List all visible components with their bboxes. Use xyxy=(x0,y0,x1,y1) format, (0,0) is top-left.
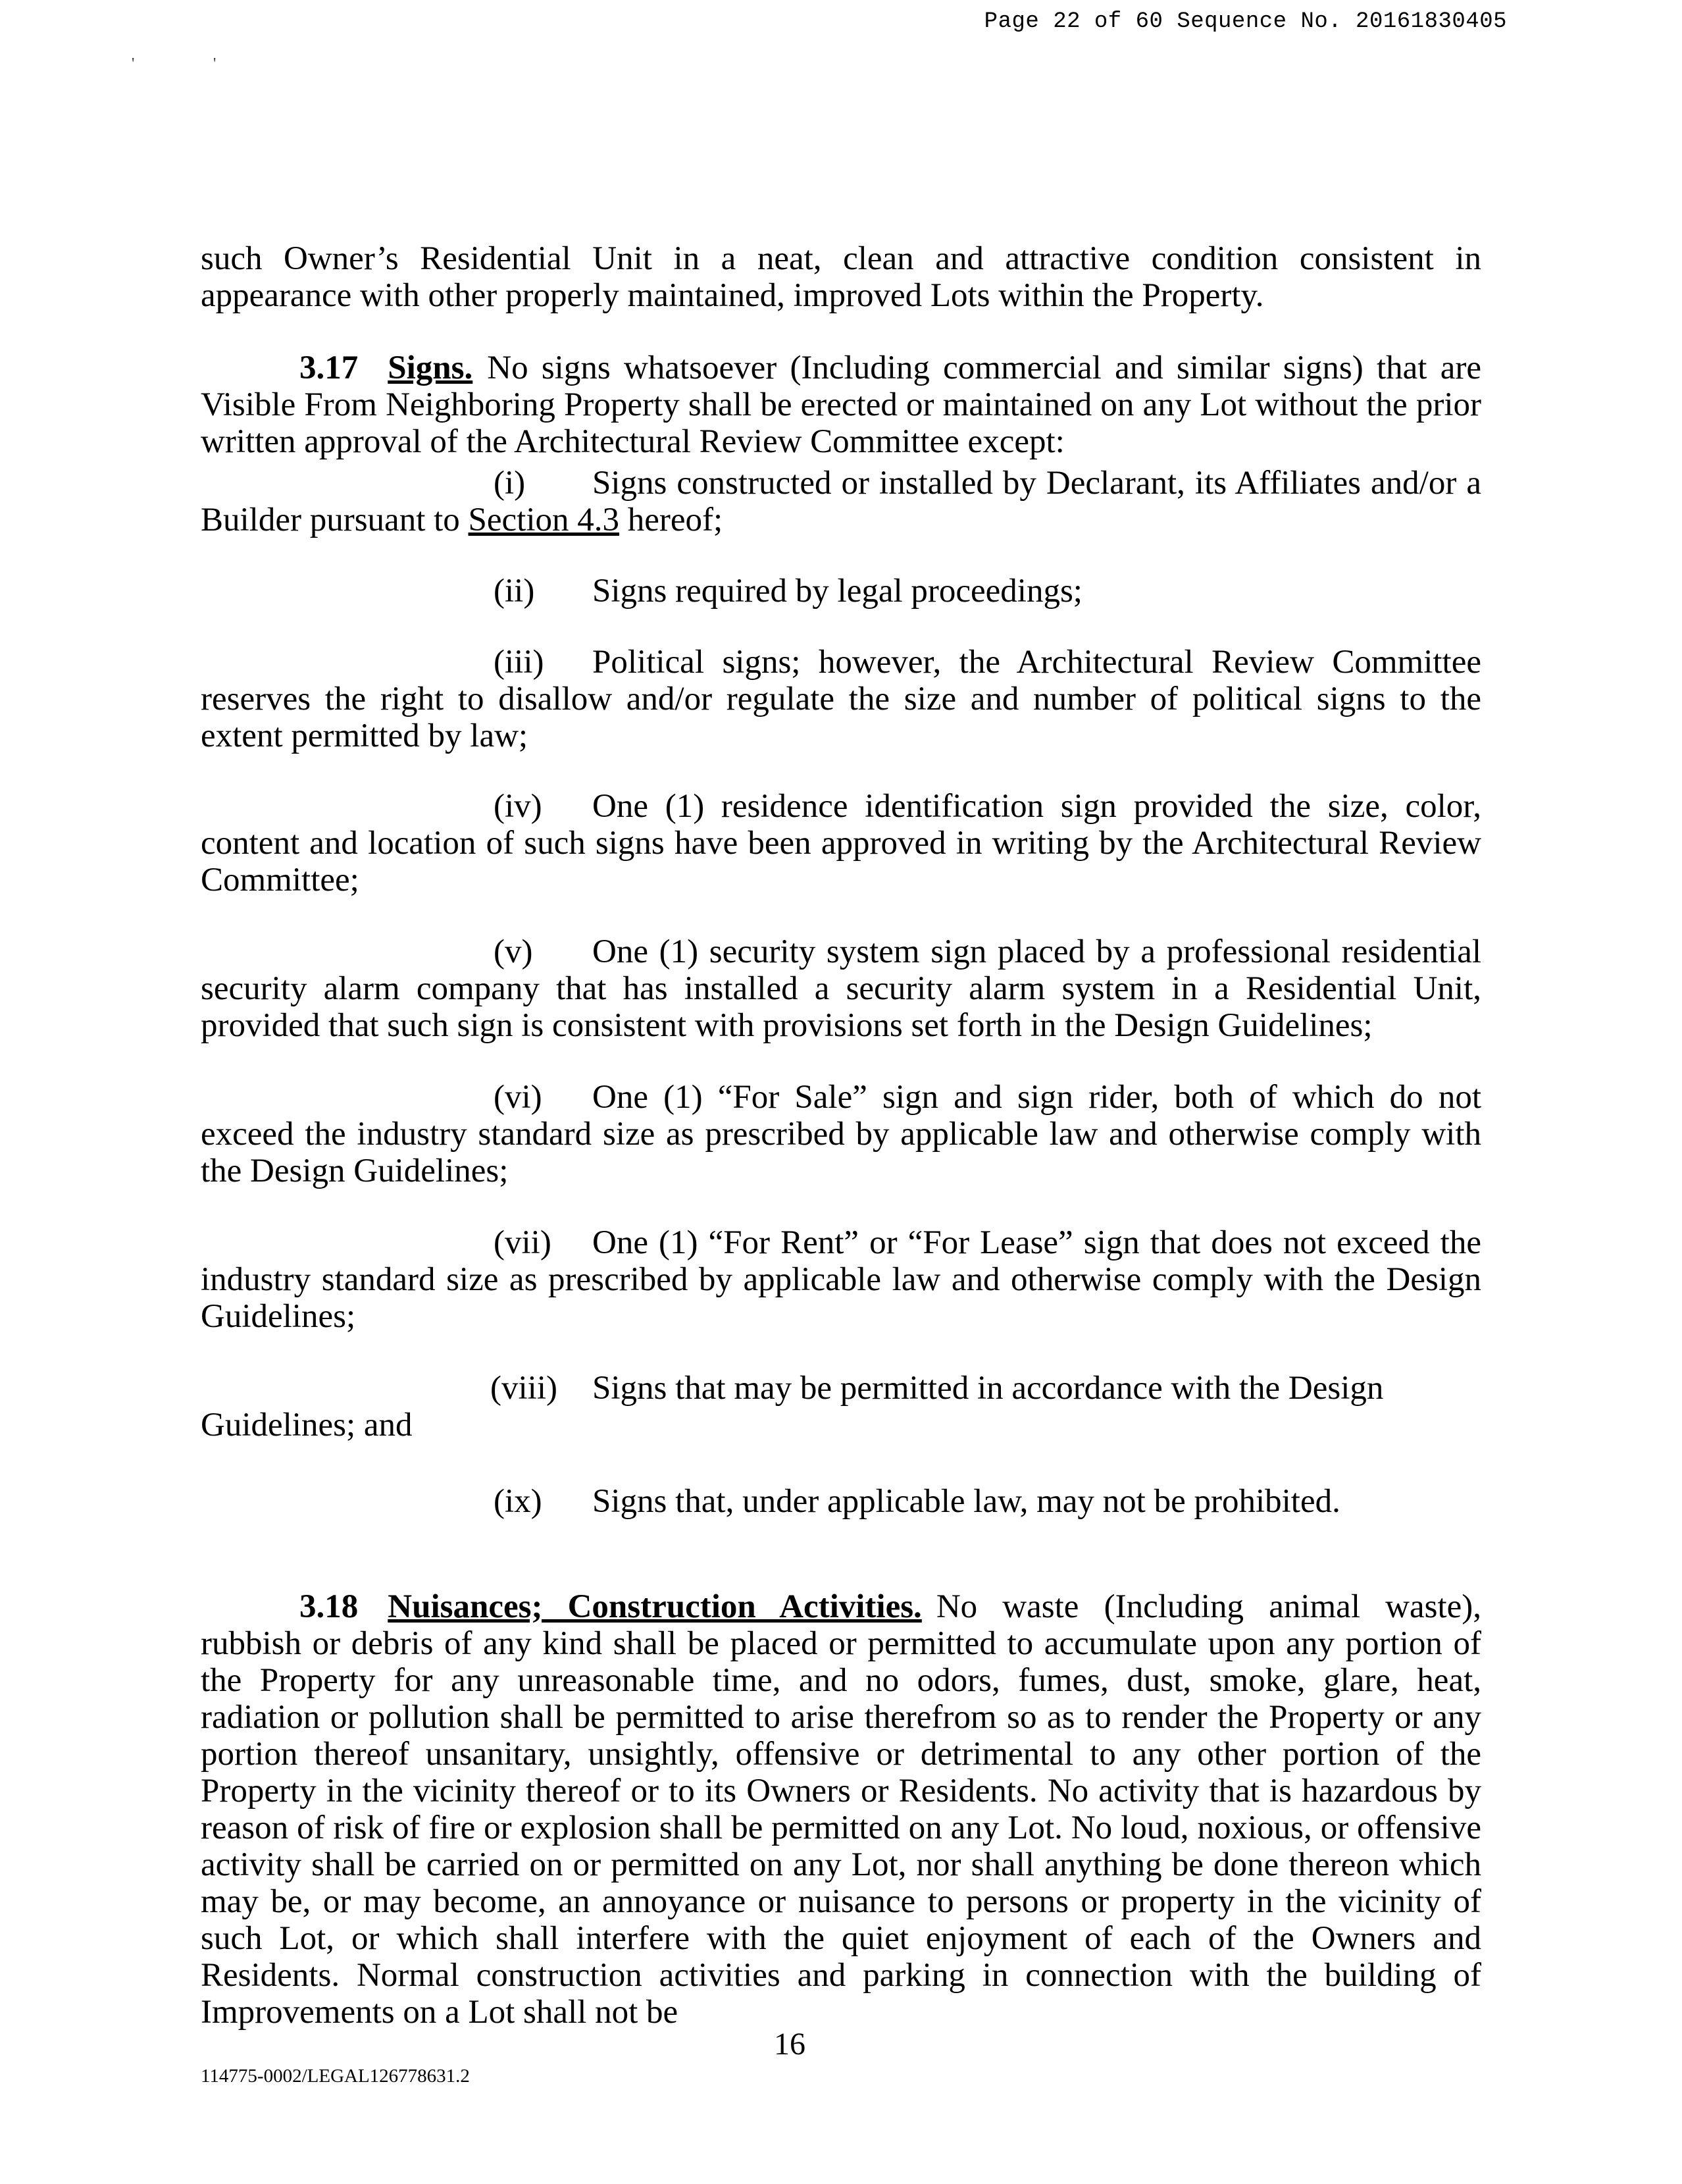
page-sequence-header: Page 22 of 60 Sequence No. 20161830405 xyxy=(984,9,1507,34)
sign-item-vi xyxy=(201,1079,1481,1189)
item-text: Political signs; however, the Architectural Review Committee reserves the right to disallow and/or regulate the size and number of political signs to the extent permitted by law; xyxy=(201,644,1481,754)
item-text: One (1) residence identification sign provided the size, color, content and location of such signs have been approved in writing by the Architectural Review Committee; xyxy=(201,788,1481,898)
item-text-continuation: Guidelines; and xyxy=(201,1407,413,1443)
section-text: No waste (Including animal waste), rubbish or debris of any kind shall be placed or permitted to accumulate upon any portion of the Property for any unreasonable time, and no odors, fumes, dust, smoke, glare, heat, radiation or pollution shall be permitted to arise therefrom so as to render the Property or any portion thereof unsanitary, unsightly, offensive or detrimental to any other portion of the Property in the vicinity thereof or to its Owners or Residents. No activity that is hazardous by reason of risk of fire or explosion shall be permitted on any Lot. No loud, noxious, or offensive activity shall be carried on or permitted on any Lot, nor shall anything be done thereon which may be, or may become, an annoyance or nuisance to persons or property in the vicinity of such Lot, or which shall interfere with the quiet enjoyment of each of the Owners and Residents. Normal construction activities and parking in connection with the building of Improvements on a Lot shall not be xyxy=(201,1588,1482,2031)
item-number: (i) xyxy=(494,465,526,502)
item-text-end: hereof; xyxy=(619,502,723,538)
item-number: (vii) xyxy=(494,1224,551,1261)
sign-item-i xyxy=(201,465,1481,538)
section-number: 3.18 xyxy=(299,1588,359,1625)
section-3-18 xyxy=(201,1588,1481,2031)
item-number: (iv) xyxy=(494,788,542,825)
item-text: Signs that, under applicable law, may not be prohibited. xyxy=(592,1483,1340,1520)
document-id-footer: 114775-0002/LEGAL126778631.2 xyxy=(201,2066,470,2087)
section-3-17 xyxy=(201,350,1481,460)
section-text: No signs whatsoever (Including commercial and similar signs) that are Visible From Neighboring Property shall be erected or maintained on any Lot without the prior written approval of the Architectural Review Committee except: xyxy=(201,350,1481,460)
sign-item-ix xyxy=(201,1483,1481,1520)
section-title: Signs. xyxy=(388,350,473,386)
page-number: 16 xyxy=(774,2027,805,2062)
item-number: (v) xyxy=(494,933,533,970)
item-number: (vi) xyxy=(494,1079,542,1116)
item-number: (iii) xyxy=(494,644,544,681)
sign-item-v xyxy=(201,933,1481,1044)
sign-item-iv xyxy=(201,788,1481,898)
item-text: Signs constructed or installed by Declarant, its Affiliates and/or a Builder pursuant to xyxy=(201,465,1481,538)
section-reference-link[interactable]: Section 4.3 xyxy=(468,502,620,538)
item-text: One (1) security system sign placed by a professional residential security alarm company that has installed a security alarm system in a Residential Unit, provided that such sign is consistent with provisions set forth in the Design Guidelines; xyxy=(201,933,1481,1044)
sign-item-ii xyxy=(201,573,1481,610)
item-text: Signs required by legal proceedings; xyxy=(592,573,1083,610)
item-number: (ix) xyxy=(494,1483,542,1520)
section-number: 3.17 xyxy=(299,350,359,386)
item-number: (ii) xyxy=(494,573,535,610)
item-text: One (1) “For Sale” sign and sign rider, both of which do not exceed the industry standard size as prescribed by applicable law and otherwise comply with the Design Guidelines; xyxy=(201,1079,1481,1189)
continuation-paragraph: such Owner’s Residential Unit in a neat, clean and attractive condition consistent in appearance with other properly maintained, improved Lots within the Property. xyxy=(201,240,1481,314)
section-title: Nuisances; Construction Activities. xyxy=(388,1588,922,1625)
item-text: One (1) “For Rent” or “For Lease” sign that does not exceed the industry standard size as prescribed by applicable law and otherwise comply with the Design Guidelines; xyxy=(201,1224,1481,1335)
sign-item-iii xyxy=(201,644,1481,754)
sign-item-vii xyxy=(201,1224,1481,1335)
item-text: Signs that may be permitted in accordance with the Design xyxy=(592,1370,1384,1407)
item-number: (viii) xyxy=(490,1370,557,1407)
